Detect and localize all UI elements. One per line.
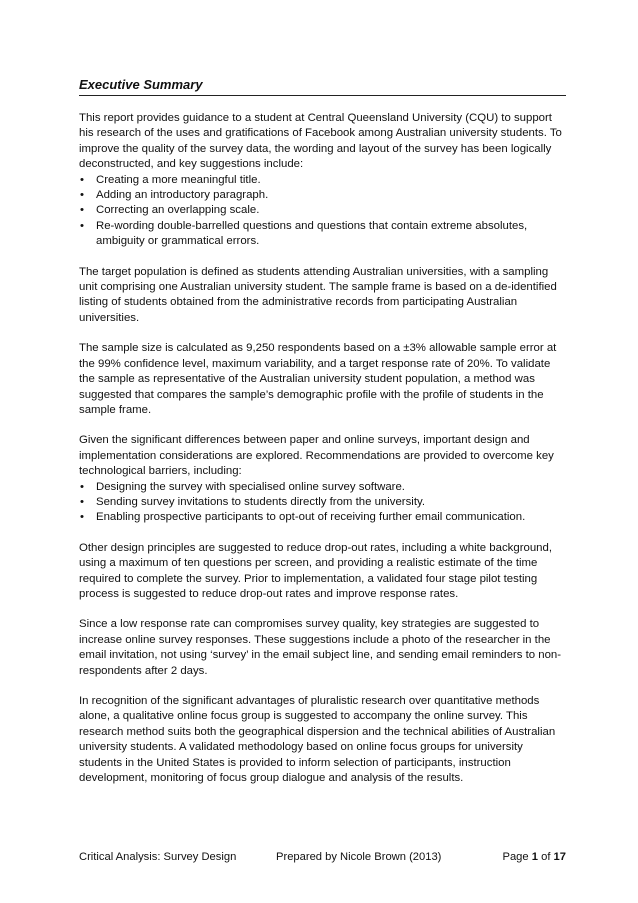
page-total: 17 xyxy=(553,851,566,863)
list-item: • Enabling prospective participants to opt-out of receiving further email communication. xyxy=(79,510,566,525)
list-item: • Sending survey invitations to students directly from the university. xyxy=(79,495,566,510)
list-item: • Creating a more meaningful title. xyxy=(79,173,566,188)
list-item: • Re-wording double-barrelled questions and questions that contain extreme absolutes, ambiguity or grammatical errors. xyxy=(79,219,566,250)
page-label: Page xyxy=(502,851,529,863)
footer-title: Critical Analysis: Survey Design xyxy=(79,851,237,863)
page-current: 1 xyxy=(531,851,538,863)
population-paragraph: The target population is defined as students attending Australian universities, with a sampling unit comprising one Australian university student. The sample frame is based on a de-identified listing of students obtained from the administrative records from participating Australian universities. xyxy=(79,265,557,324)
list-item: • Designing the survey with specialised online survey software. xyxy=(79,480,566,495)
footer-author: Prepared by Nicole Brown (2013) xyxy=(276,851,442,863)
sample-size-paragraph: The sample size is calculated as 9,250 respondents based on a ±3% allowable sample error at the 99% confidence level, maximum variability, and a target response rate of 20%. To validate the sample as representative of the Australian university student population, a method was suggested that compares the sample’s demographic profile with the profile of students in the sample frame. xyxy=(79,342,557,416)
suggestions-list xyxy=(79,173,566,250)
design-intro-paragraph: Given the significant differences between paper and online surveys, important design and implementation considerations are explored. Recommendations are provided to overcome key technological barriers, including: xyxy=(79,434,554,478)
section-heading: Executive Summary xyxy=(79,76,566,96)
pluralistic-paragraph: In recognition of the significant advantages of pluralistic research over quantitative methods alone, a qualitative online focus group is suggested to accompany the online survey. This research method suits both the geographical dispersion and the technical abilities of Australian university students. A validated methodology based on online focus groups for university students in the United States is provided to inform selection of participants, instruction development, monitoring of focus group dialogue and analysis of the results. xyxy=(79,695,556,785)
list-item: • Adding an introductory paragraph. xyxy=(79,188,566,203)
page-content xyxy=(79,76,566,801)
intro-paragraph: This report provides guidance to a student at Central Queensland University (CQU) to support his research of the uses and gratifications of Facebook among Australian university students. To improve the quality of the survey data, the wording and layout of the survey has been logically deconstructed, and key suggestions include: xyxy=(79,112,562,171)
page-number xyxy=(503,851,567,863)
response-rate-paragraph: Since a low response rate can compromises survey quality, key strategies are suggested to increase online survey responses. These suggestions include a photo of the researcher in the email invitation, not using ‘survey’ in the email subject line, and sending email reminders to non-respondents after 2 days. xyxy=(79,618,562,677)
page-of: of xyxy=(541,851,551,863)
design-principles-paragraph: Other design principles are suggested to reduce drop-out rates, including a white background, using a maximum of ten questions per screen, and providing a realistic estimate of the time required to complete the survey. Prior to implementation, a validated four stage pilot testing process is suggested to reduce drop-out rates and improve response rates. xyxy=(79,541,552,600)
barriers-list xyxy=(79,480,566,526)
list-item: • Correcting an overlapping scale. xyxy=(79,203,566,218)
